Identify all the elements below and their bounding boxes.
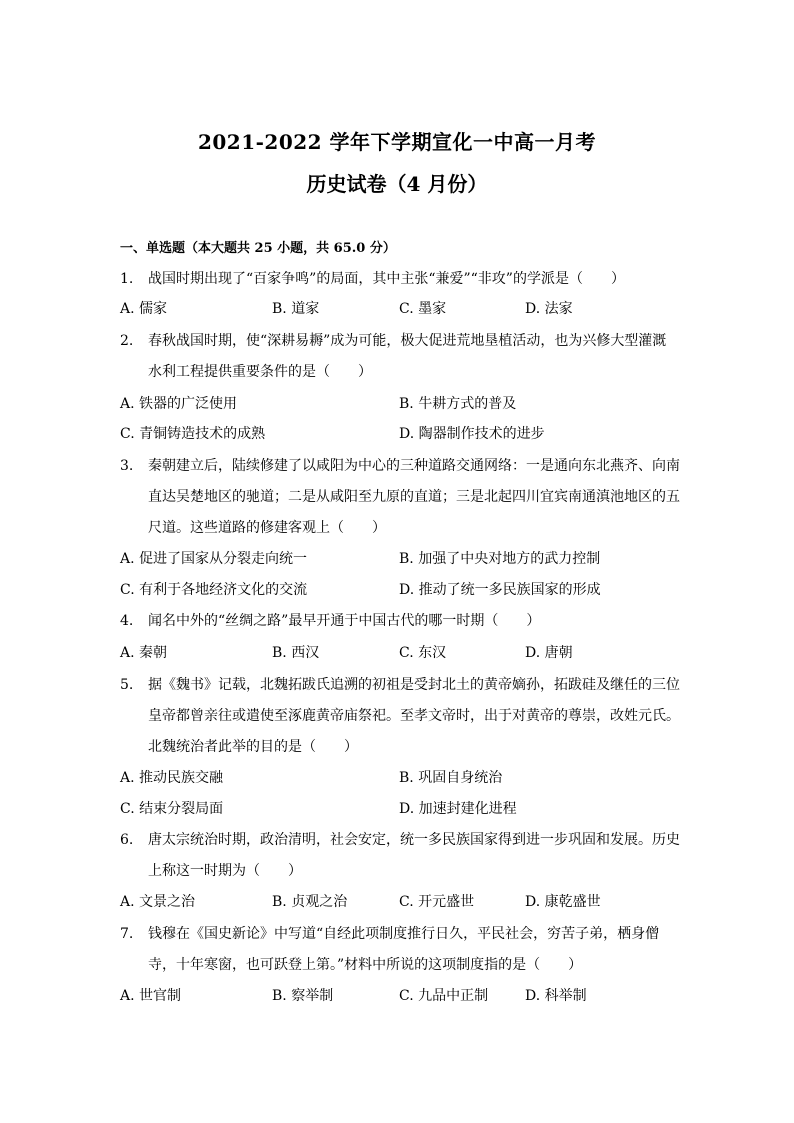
option-b: B. 牛耕方式的普及: [399, 396, 517, 412]
option-d: D. 唐朝: [525, 645, 573, 661]
option-d: D. 科举制: [525, 988, 587, 1004]
question-text: 战国时期出现了“百家争鸣”的局面，其中主张“兼爱”“非攻”的学派是（ ）: [148, 271, 625, 287]
option-c: C. 青铜铸造技术的成熟: [120, 426, 266, 442]
option-a: A. 秦朝: [120, 645, 168, 661]
question-text: 秦朝建立后，陆续修建了以咸阳为中心的三种道路交通网络：一是通向东北燕齐、向南直达吴楚地区的驰道；二是从咸阳至九原的直道；三是北起四川宜宾南通滇池地区的五尺道。这些道路的修建客观上（ ）: [148, 458, 680, 536]
option-b: B. 贞观之治: [272, 894, 348, 910]
question-number: 3.: [120, 458, 134, 474]
question-2-options-row2: [120, 419, 680, 450]
question-6-options: [120, 887, 680, 918]
option-c: C. 有利于各地经济文化的交流: [120, 582, 308, 598]
option-c: C. 九品中正制: [399, 988, 489, 1004]
option-b: B. 巩固自身统治: [399, 770, 503, 786]
option-b: B. 加强了中央对地方的武力控制: [399, 551, 601, 567]
question-7: [120, 919, 680, 981]
option-a: A. 文景之治: [120, 894, 196, 910]
question-5: [120, 670, 680, 763]
option-d: D. 法家: [525, 301, 573, 317]
question-number: 1.: [120, 271, 134, 287]
question-3: [120, 451, 680, 544]
option-d: D. 康乾盛世: [525, 894, 601, 910]
question-3-options-row1: [120, 544, 680, 575]
option-d: D. 加速封建化进程: [399, 801, 517, 817]
question-2-options-row1: [120, 389, 680, 420]
option-a: A. 世官制: [120, 988, 182, 1004]
exam-subtitle: 历史试卷（4 月份）: [306, 172, 488, 196]
question-number: 5.: [120, 677, 134, 693]
option-c: C. 东汉: [399, 645, 447, 661]
question-4-options: [120, 638, 680, 669]
question-text: 春秋战国时期，使“深耕易耨”成为可能，极大促进荒地垦植活动，也为兴修大型灌溉水利工程提供重要条件的是（ ）: [148, 333, 667, 380]
option-d: D. 陶器制作技术的进步: [399, 426, 545, 442]
option-a: A. 铁器的广泛使用: [120, 396, 238, 412]
question-text: 钱穆在《国史新论》中写道“自经此项制度推行日久，平民社会，穷苦子弟，栖身僧寺，十年寒窗，也可跃登上第。”材料中所说的这项制度指的是（ ）: [148, 926, 660, 973]
question-number: 7.: [120, 926, 134, 942]
option-a: A. 推动民族交融: [120, 770, 224, 786]
section-heading: 一、单选题（本大题共 25 小题，共 65.0 分）: [120, 241, 396, 256]
question-text: 唐太宗统治时期，政治清明，社会安定，统一多民族国家得到进一步巩固和发展。历史上称这一时期为（ ）: [148, 832, 680, 879]
question-number: 4.: [120, 613, 134, 629]
option-c: C. 开元盛世: [399, 894, 475, 910]
option-b: B. 察举制: [272, 988, 334, 1004]
option-d: D. 推动了统一多民族国家的形成: [399, 582, 601, 598]
question-text: 据《魏书》记载，北魏拓跋氏追溯的初祖是受封北土的黄帝嫡孙，拓跋硅及继任的三位皇帝都曾亲往或遣使至涿鹿黄帝庙祭祀。至孝文帝时，出于对黄帝的尊崇，改姓元氏。北魏统治者此举的目的是（ ）: [148, 677, 680, 755]
option-b: B. 道家: [272, 301, 320, 317]
question-number: 2.: [120, 333, 134, 349]
question-5-options-row1: [120, 763, 680, 794]
question-text: 闻名中外的“丝绸之路”最早开通于中国古代的哪一时期（ ）: [148, 613, 541, 629]
question-7-options: [120, 981, 680, 1012]
option-c: C. 墨家: [399, 301, 447, 317]
option-c: C. 结束分裂局面: [120, 801, 224, 817]
question-6: [120, 825, 680, 887]
question-1: [120, 264, 680, 295]
option-b: B. 西汉: [272, 645, 320, 661]
question-1-options: [120, 294, 680, 325]
option-a: A. 儒家: [120, 301, 168, 317]
question-4: [120, 606, 680, 637]
option-a: A. 促进了国家从分裂走向统一: [120, 551, 308, 567]
exam-title: 2021-2022 学年下学期宣化一中高一月考: [197, 130, 597, 154]
question-number: 6.: [120, 832, 134, 848]
question-5-options-row2: [120, 794, 680, 825]
question-3-options-row2: [120, 575, 680, 606]
question-2: [120, 326, 680, 388]
